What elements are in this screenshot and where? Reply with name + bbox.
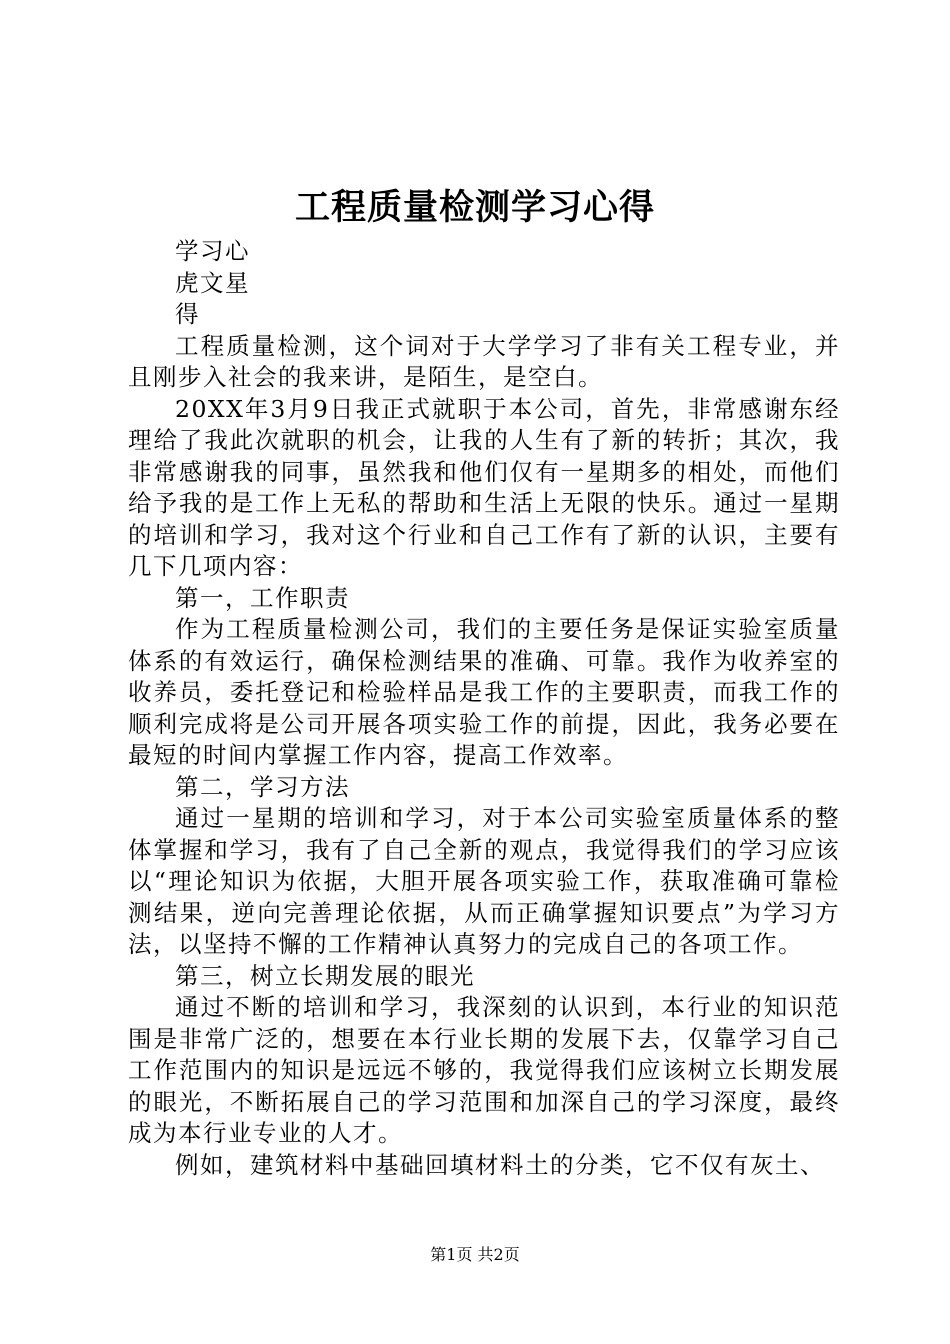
paragraph-author: 虎文星 xyxy=(175,268,250,297)
paragraph-employment: 20XX年3月9日我正式就职于本公司，首先，非常感谢东经理给了我此次就职的机会，让我的人生有了新的转折；其次，我非常感谢我的同事，虽然我和他们仅有一星期多的相处，而他们给予我的是工作上无私的帮助和生活上无限的快乐。通过一星期的培训和学习，我对这个行业和自己工作有了新的认识，主要有几下几项内容： xyxy=(128,394,840,580)
paragraph-section-2: 通过一星期的培训和学习，对于本公司实验室质量体系的整体掌握和学习，我有了自己全新的观点，我觉得我们的学习应该以“理论知识为依据，大胆开展各项实验工作，获取准确可靠检测结果，逆向完善理论依据，从而正确掌握知识要点”为学习方法，以坚持不懈的工作精神认真努力的完成自己的各项工作。 xyxy=(128,804,840,958)
paragraph-heading-line-2: 得 xyxy=(175,300,200,328)
paragraph-intro: 工程质量检测，这个词对于大学学习了非有关工程专业，并且刚步入社会的我来讲，是陌生，是空白。 xyxy=(128,331,840,391)
paragraph-section-1: 作为工程质量检测公司，我们的主要任务是保证实验室质量体系的有效运行，确保检测结果的准确、可靠。我作为收养室的收养员，委托登记和检验样品是我工作的主要职责，而我工作的顺利完成将是公司开展各项实验工作的前提，因此，我务必要在最短的时间内掌握工作内容，提高工作效率。 xyxy=(128,615,840,769)
section-heading-2: 第二，学习方法 xyxy=(175,772,350,801)
document-body xyxy=(128,236,840,1181)
paragraph-example: 例如，建筑材料中基础回填材料土的分类，它不仅有灰土、 xyxy=(175,1150,825,1179)
paragraph-heading-line-1: 学习心 xyxy=(175,237,250,265)
page-footer: 第1页 共2页 xyxy=(430,1245,520,1264)
document-title: 工程质量检测学习心得 xyxy=(294,187,655,228)
section-heading-1: 第一，工作职责 xyxy=(175,583,350,612)
paragraph-section-3: 通过不断的培训和学习，我深刻的认识到，本行业的知识范围是非常广泛的，想要在本行业长期的发展下去，仅靠学习自己工作范围内的知识是远远不够的，我觉得我们应该树立长期发展的眼光，不断拓展自己的学习范围和加深自己的学习深度，最终成为本行业专业的人才。 xyxy=(128,993,840,1147)
section-heading-3: 第三，树立长期发展的眼光 xyxy=(175,961,475,990)
